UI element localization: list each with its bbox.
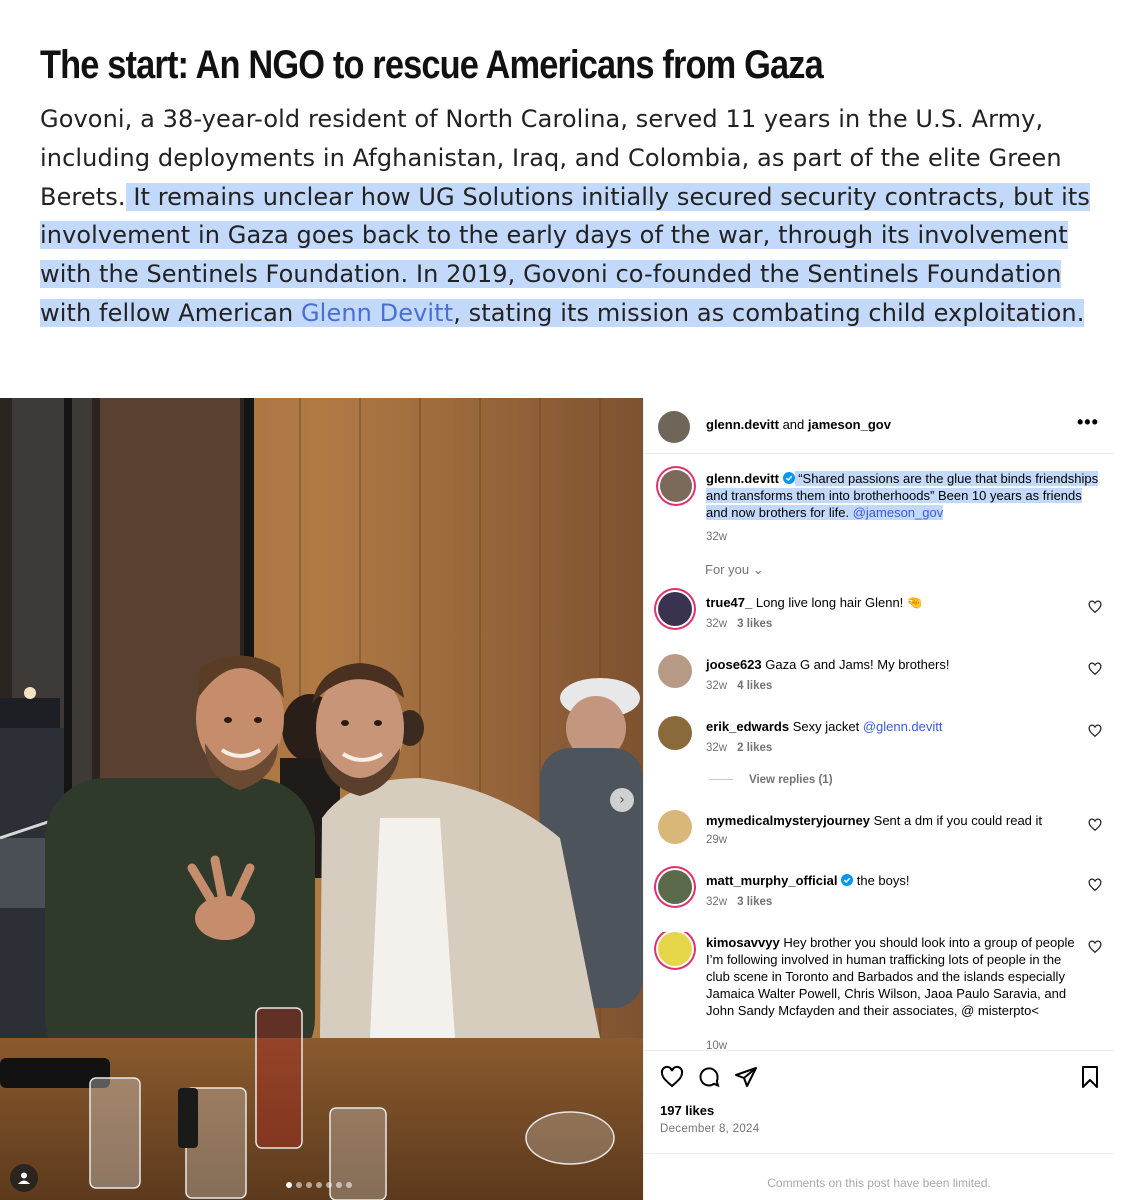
comments-limited-notice: Comments on this post have been limited. bbox=[767, 1176, 991, 1190]
carousel-dot bbox=[326, 1182, 332, 1188]
paragraph-highlight-1[interactable]: It remains unclear how UG Solutions initially secured security contracts, but its involvement in Gaza goes back to the early days of the war, through its involvement with the Sentinels Foundation. In 2019, Govoni co-founded the Sentinels Foundation with fellow American bbox=[40, 182, 1090, 327]
author-2-link[interactable]: jameson_gov bbox=[807, 417, 891, 432]
heart-icon[interactable] bbox=[1088, 724, 1102, 738]
caption-avatar[interactable] bbox=[660, 470, 692, 502]
carousel-dot bbox=[336, 1182, 342, 1188]
heart-icon[interactable] bbox=[660, 1065, 684, 1089]
comment-body: the boys! bbox=[853, 873, 910, 888]
comment-meta bbox=[706, 1040, 727, 1050]
comment-time: 10w bbox=[706, 1040, 728, 1050]
commenter-avatar[interactable] bbox=[658, 592, 692, 626]
article-headline: The start: An NGO to rescue Americans from Gaza bbox=[40, 43, 823, 87]
comment-icon[interactable] bbox=[697, 1065, 721, 1089]
comment-text bbox=[706, 934, 1076, 1019]
heart-icon[interactable] bbox=[1088, 878, 1102, 892]
comment-sort-dropdown[interactable] bbox=[705, 562, 764, 578]
article-paragraph bbox=[40, 100, 1115, 333]
heart-icon[interactable] bbox=[1088, 940, 1102, 954]
commenter-username[interactable]: kimosavvyy bbox=[706, 935, 780, 950]
comment-time: 32w bbox=[706, 742, 728, 754]
heart-icon[interactable] bbox=[1088, 818, 1102, 832]
comment-text bbox=[706, 594, 1076, 611]
comment-meta bbox=[706, 834, 727, 846]
more-options-button[interactable]: ••• bbox=[1077, 412, 1099, 432]
photo-illustration bbox=[0, 398, 643, 1200]
commenter-avatar[interactable] bbox=[658, 716, 692, 750]
carousel-dot bbox=[346, 1182, 352, 1188]
instagram-post-panel bbox=[643, 398, 1113, 1200]
comment-meta bbox=[706, 618, 772, 630]
comment-time: 32w bbox=[706, 680, 728, 692]
view-replies-button[interactable] bbox=[709, 774, 833, 786]
user-tag-icon bbox=[17, 1171, 31, 1185]
caption-mention[interactable]: @jameson_gov bbox=[852, 505, 944, 520]
post-header bbox=[644, 398, 1114, 454]
glenn-devitt-link[interactable]: Glenn Devitt bbox=[300, 298, 454, 327]
paragraph-highlight-2[interactable]: , stating its mission as combating child exploitation. bbox=[453, 298, 1085, 327]
comment-meta bbox=[706, 896, 772, 908]
carousel-dot bbox=[296, 1182, 302, 1188]
post-caption bbox=[706, 470, 1106, 546]
divider bbox=[644, 1153, 1114, 1154]
post-authors bbox=[706, 417, 891, 432]
comment-time: 32w bbox=[706, 618, 728, 630]
comment-item bbox=[644, 932, 1114, 1050]
heart-icon[interactable] bbox=[1088, 662, 1102, 676]
post-date: December 8, 2024 bbox=[660, 1123, 760, 1135]
comment-body: Hey brother you should look into a group of people I’m following involved in human trafficking lots of people in the club scene in Toronto and Barbados and the islands especially Jamaica Walter Powell, Chris Wilson, Jaoa Paulo Saravia, and John Sandy Mcfayden and their associates, @ misterpto< bbox=[706, 935, 1075, 1018]
commenter-avatar[interactable] bbox=[658, 654, 692, 688]
commenter-username[interactable]: true47_ bbox=[706, 595, 753, 610]
carousel-dot bbox=[286, 1182, 292, 1188]
verified-badge-icon bbox=[841, 874, 853, 886]
comment-time: 29w bbox=[706, 834, 728, 846]
comment-body: Sexy jacket bbox=[789, 719, 863, 734]
comment-text bbox=[706, 718, 1076, 735]
comment-likes[interactable]: 4 likes bbox=[737, 680, 773, 692]
comment-likes[interactable]: 3 likes bbox=[737, 896, 773, 908]
heart-icon[interactable] bbox=[1088, 600, 1102, 614]
caption-username[interactable]: glenn.devitt bbox=[706, 471, 779, 486]
comment-mention[interactable]: @glenn.devitt bbox=[862, 719, 943, 734]
collab-avatar[interactable] bbox=[658, 411, 690, 443]
commenter-avatar[interactable] bbox=[658, 870, 692, 904]
comment-text bbox=[706, 872, 1076, 889]
share-icon[interactable] bbox=[734, 1065, 758, 1089]
comment-meta bbox=[706, 742, 772, 754]
bookmark-icon[interactable] bbox=[1078, 1065, 1102, 1089]
comment-text bbox=[706, 812, 1076, 829]
comment-body: Gaza G and Jams! My brothers! bbox=[761, 657, 950, 672]
commenter-username[interactable]: erik_edwards bbox=[706, 719, 790, 734]
commenter-username[interactable]: matt_murphy_official bbox=[706, 873, 838, 888]
commenter-avatar[interactable] bbox=[658, 810, 692, 844]
carousel-dots bbox=[286, 1182, 352, 1188]
carousel-dot bbox=[316, 1182, 322, 1188]
carousel-dot bbox=[306, 1182, 312, 1188]
post-actions bbox=[644, 1050, 1114, 1200]
commenter-avatar[interactable] bbox=[658, 932, 692, 966]
comment-body: Sent a dm if you could read it bbox=[870, 813, 1043, 828]
comment-text bbox=[706, 656, 1076, 673]
paragraph-plain: Govoni, a 38-year-old resident of North Carolina, served 11 years in the U.S. Army, including deployments in Afghanistan, Iraq, and Colombia, as part of the elite Green Berets. bbox=[40, 105, 1062, 211]
comment-time: 32w bbox=[706, 896, 728, 908]
comment-sort-label: For you bbox=[705, 562, 750, 577]
comment-likes[interactable]: 3 likes bbox=[737, 618, 773, 630]
verified-badge-icon bbox=[783, 472, 795, 484]
next-photo-button[interactable] bbox=[610, 788, 634, 812]
comment-meta bbox=[706, 680, 772, 692]
author-1-link[interactable]: glenn.devitt bbox=[706, 417, 779, 432]
user-tag-button[interactable] bbox=[10, 1164, 38, 1192]
caption-text: “Shared passions are the glue that binds friendships and transforms them into brotherhoods” Been 10 years as friends and now brothers for life. bbox=[706, 471, 1099, 520]
comment-likes[interactable]: 2 likes bbox=[737, 742, 773, 754]
post-photo[interactable] bbox=[0, 398, 643, 1200]
commenter-username[interactable]: joose623 bbox=[706, 657, 762, 672]
likes-count[interactable]: 197 likes bbox=[660, 1103, 715, 1118]
replies-divider bbox=[709, 779, 733, 780]
view-replies-label: View replies (1) bbox=[749, 774, 833, 786]
chevron-down-icon: ⌄ bbox=[752, 562, 764, 577]
caption-time: 32w bbox=[706, 531, 728, 543]
commenter-username[interactable]: mymedicalmysteryjourney bbox=[706, 813, 871, 828]
chevron-right-icon: › bbox=[619, 792, 625, 808]
comment-body: Long live long hair Glenn! 🤏 bbox=[752, 595, 924, 610]
authors-joiner: and bbox=[778, 417, 808, 432]
